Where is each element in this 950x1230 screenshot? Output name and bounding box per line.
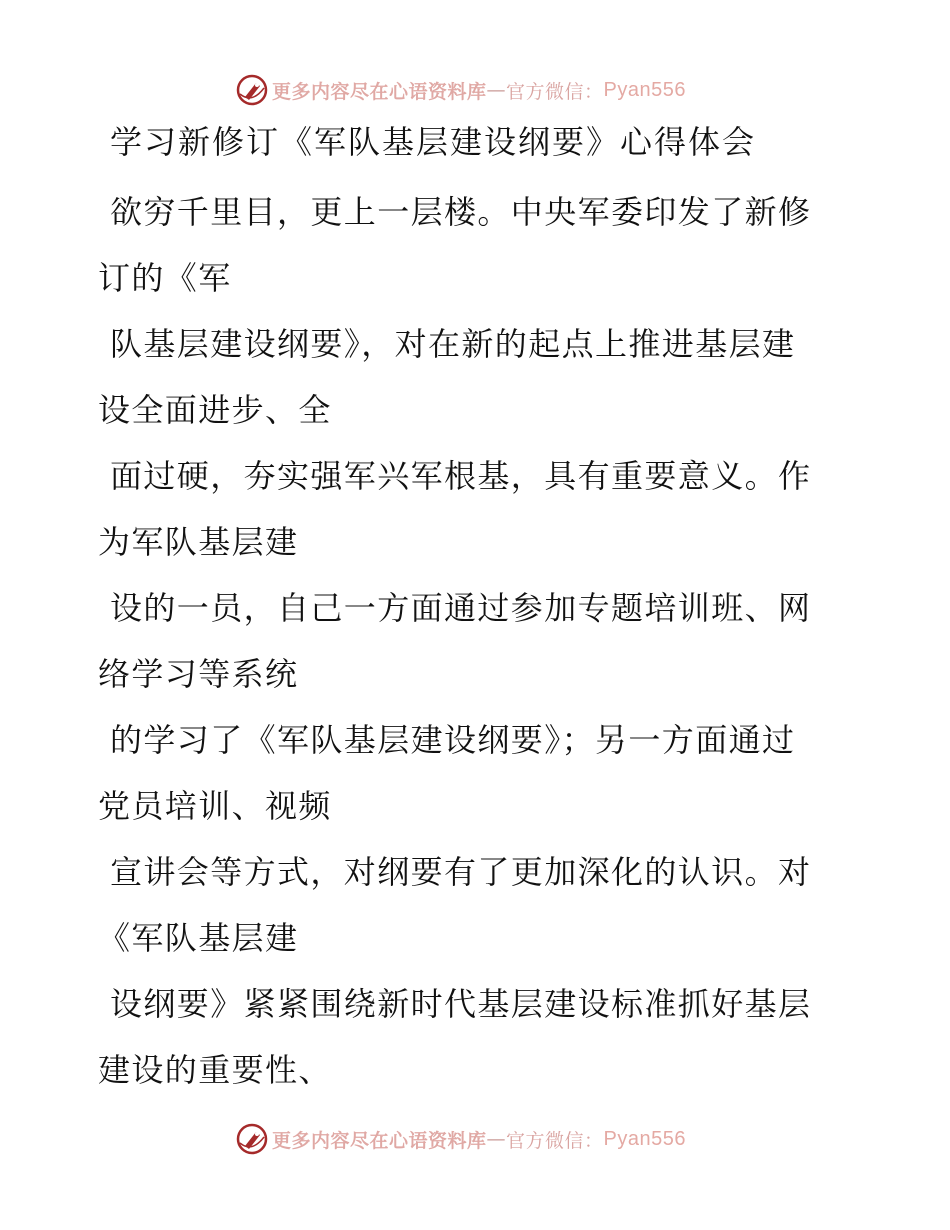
document-body [98,120,838,1104]
paragraph [98,576,838,708]
paragraph-line: 设纲要》紧紧围绕新时代基层建设标准抓好基层 [110,985,812,1023]
pen-nib-logo-icon [236,1123,268,1155]
paragraph [98,312,838,444]
watermark-wechat-label: 官方微信： [506,1129,604,1152]
watermark-wechat-id: Pyan556 [603,78,686,101]
paragraph [98,444,838,576]
paragraph [98,972,838,1104]
paragraph [98,840,838,972]
watermark-site-text: 更多内容尽在心语资料库 [272,1129,487,1152]
document-title: 学习新修订《军队基层建设纲要》心得体会 [110,123,757,161]
watermark-dash: — [486,79,507,101]
watermark-dash: — [486,1128,507,1150]
paragraph-line: 络学习等系统 [98,655,299,693]
footer-watermark [0,1121,950,1161]
paragraph-line: 设的一员，自己一方面通过参加专题培训班、网 [110,589,812,627]
paragraph-line: 党员培训、视频 [98,787,332,825]
paragraph-line: 订的《军 [98,259,232,297]
paragraph [98,180,838,312]
paragraph-line: 为军队基层建 [98,523,299,561]
paragraph-line: 队基层建设纲要》，对在新的起点上推进基层建 [110,325,796,363]
watermark-wechat-id: Pyan556 [603,1127,686,1150]
paragraph-line: 《军队基层建 [98,919,299,957]
pen-nib-logo-icon [236,74,268,106]
paragraph-line: 宣讲会等方式，对纲要有了更加深化的认识。对 [110,853,812,891]
paragraph [98,708,838,840]
watermark-site-text: 更多内容尽在心语资料库 [272,80,487,103]
watermark-wechat-label: 官方微信： [506,80,604,103]
header-watermark [0,72,950,112]
paragraph-line: 建设的重要性、 [98,1051,332,1089]
paragraph-line: 面过硬，夯实强军兴军根基，具有重要意义。作 [110,457,812,495]
paragraph-line: 设全面进步、全 [98,391,332,429]
paragraph-line: 的学习了《军队基层建设纲要》；另一方面通过 [110,721,796,759]
paragraph-line: 欲穷千里目，更上一层楼。中央军委印发了新修 [110,193,812,231]
